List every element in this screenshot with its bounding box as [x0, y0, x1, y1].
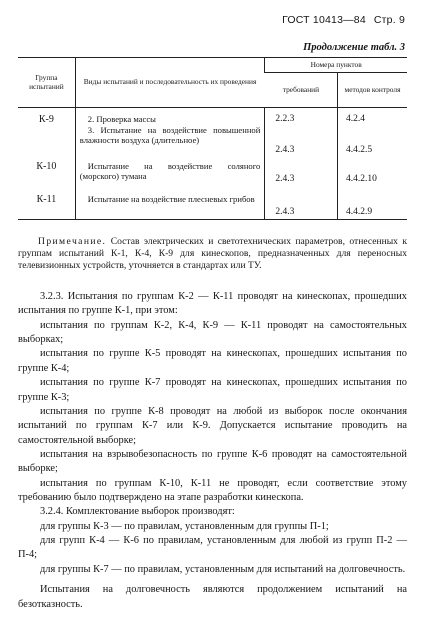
- row-control: 4.4.2.10: [338, 157, 407, 190]
- paragraph: испытания по группам К-10, К-11 не проводят, если соответствие этому требованию было подтверждено на этапе разработки кинескопа.: [18, 477, 407, 504]
- row-group: К-11: [18, 190, 75, 219]
- row-requirements: 2.4.3: [265, 157, 338, 190]
- row-group: К-10: [36, 160, 57, 172]
- paragraph: испытания по группе К-5 проводят на кинескопах, прошедших испытания по группе К-4;: [18, 348, 407, 374]
- paragraph: испытания по группе К-8 проводят на любой из выборок после окончания испытаний по группам К-7 или К-9. Допускается испытание проводить на самостоятельной выборке;: [18, 405, 407, 446]
- note-text: Состав электрических и светотехнических параметров, отнесенных к группам испытаний К-1, К-4, К-9 для кинескопов, предназначенных для переносных телевизионных устройств, уточняется в стандартах или ТУ.: [18, 236, 407, 271]
- table-row: [18, 190, 407, 219]
- paragraph: для группы К-7 — по правилам, установленным для испытаний на долговечность.: [40, 563, 406, 575]
- paragraph: для групп К-4 — К-6 по правилам, установленным для любой из групп П-2 — П-4;: [18, 535, 407, 561]
- row-test: [75, 108, 265, 157]
- table-row: [18, 157, 407, 190]
- header-requirements: требований: [265, 73, 338, 108]
- standard-code: ГОСТ 10413—84: [282, 14, 366, 26]
- paragraph: испытания по группе К-7 проводят на кинескопах, прошедших испытания по группе К-3;: [18, 377, 407, 403]
- ctl-number: 4.2.4: [346, 114, 366, 124]
- paragraph: 3.2.4. Комплектование выборок производят:: [40, 506, 235, 518]
- row-control: [338, 108, 407, 157]
- paragraph: для группы К-3 — по правилам, установленным для группы П-1;: [40, 520, 329, 532]
- row-test: Испытание на воздействие соляного (морского) тумана: [75, 157, 265, 190]
- ctl-number: 4.4.2.5: [346, 144, 373, 155]
- row-test: Испытание на воздействие плесневых грибов: [75, 190, 265, 219]
- paragraph: испытания на взрывобезопасность по группе К-6 проводят на самостоятельной выборке;: [18, 448, 407, 475]
- page-number: Стр. 9: [373, 14, 405, 26]
- page-header: [282, 14, 405, 26]
- test-line: 2. Проверка массы: [87, 114, 156, 124]
- note-label: Примечание.: [38, 236, 107, 247]
- req-number: 2.2.3: [275, 114, 295, 124]
- header-test: Виды испытаний и последовательность их проведения: [75, 58, 265, 108]
- row-group: К-9: [38, 114, 54, 125]
- header-group: Группа испытаний: [18, 58, 75, 108]
- table-note: [18, 236, 407, 272]
- test-line: 3. Испытание на воздействие повышенной влажности воздуха (длительное): [79, 124, 261, 146]
- table-row: [18, 108, 407, 157]
- paragraph: Испытания на долговечность являются продолжением испытаний на безотказность.: [18, 584, 407, 610]
- body-text: [18, 290, 407, 612]
- test-table: [18, 57, 407, 220]
- req-number: 2.4.3: [275, 144, 295, 155]
- paragraph: испытания по группам К-2, К-4, К-9 — К-11 проводят на самостоятельных выборках;: [18, 319, 407, 346]
- row-requirements: 2.4.3: [265, 190, 338, 219]
- header-control-methods: методов контроля: [338, 73, 407, 108]
- header-numbers: Номера пунктов: [265, 58, 407, 73]
- table-continuation-label: Продолжение табл. 3: [303, 42, 405, 53]
- paragraph: 3.2.3. Испытания по группам К-2 — К-11 проводят на кинескопах, прошедших испытания по группе К-1, при этом:: [18, 291, 407, 317]
- row-control: 4.4.2.9: [338, 190, 407, 219]
- row-requirements: [265, 108, 338, 157]
